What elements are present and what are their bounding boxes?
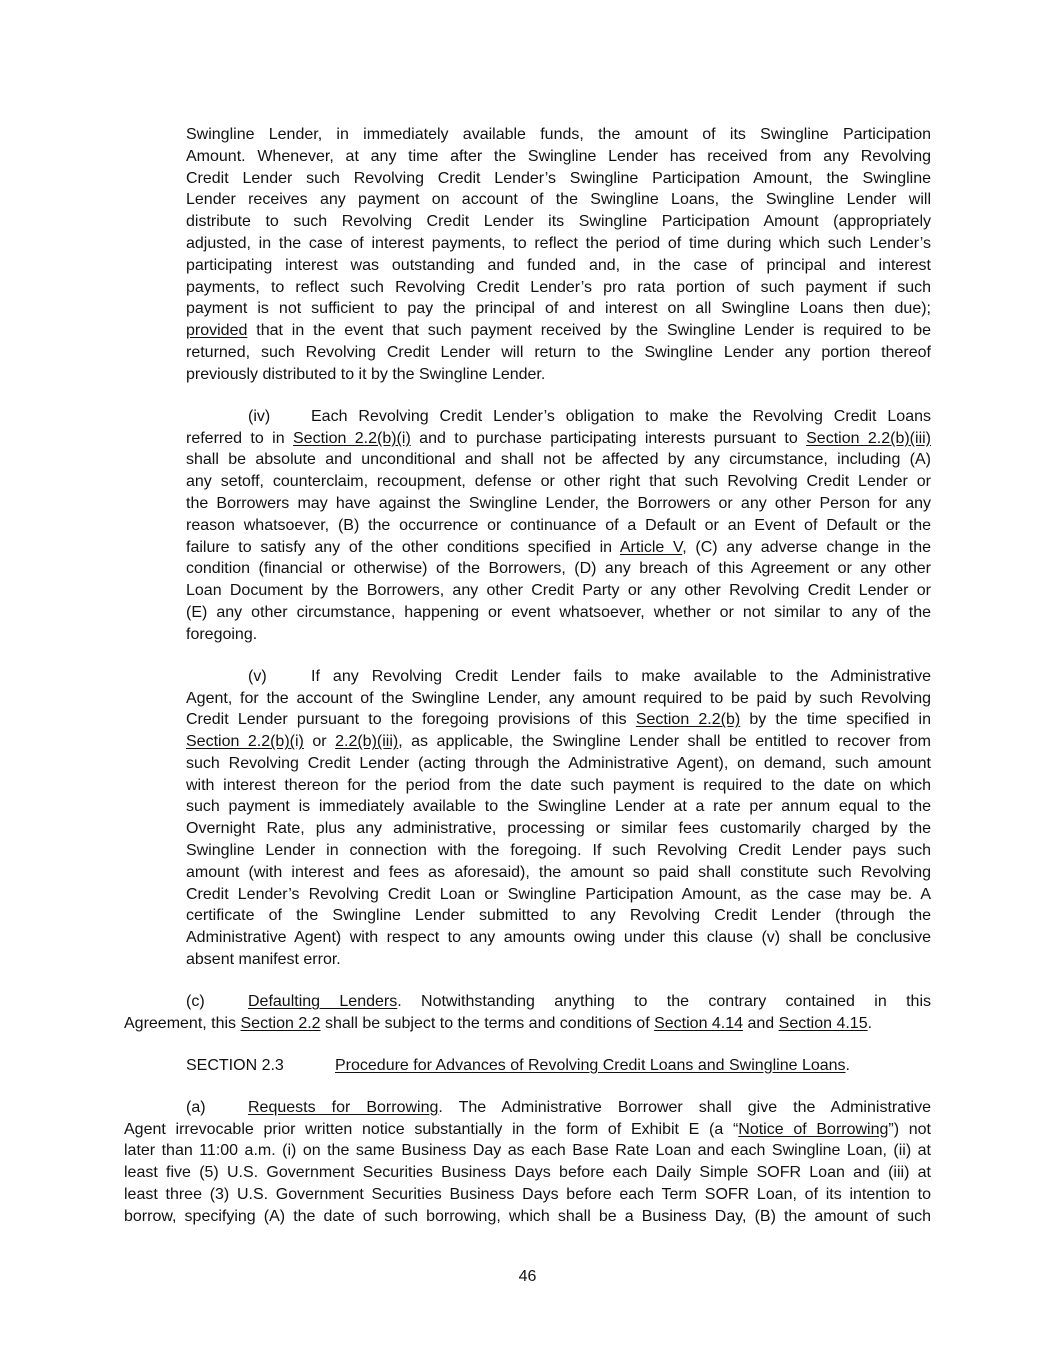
- text-line: [186, 862, 931, 884]
- text-line: [186, 471, 931, 493]
- text-segment: shall be subject to the terms and conditions of: [320, 1014, 655, 1032]
- clause-label: (c): [186, 993, 205, 1011]
- underlined-reference: Section 2.2(b)(i): [293, 429, 411, 447]
- text-line: [186, 558, 931, 580]
- text-segment: with interest thereon for the period from the date such payment is required to the date on which: [186, 776, 931, 794]
- text-line: [124, 1162, 931, 1184]
- clause-iv-paragraph: [186, 406, 931, 646]
- text-segment: participating interest was outstanding and funded and, in the case of principal and interest: [186, 256, 931, 274]
- underlined-reference: Section 2.2: [240, 1014, 321, 1032]
- text-segment: Administrative Agent) with respect to any amounts owing under this clause (v) shall be conclusive: [186, 929, 931, 947]
- text-segment: Credit Lender pursuant to the foregoing provisions of this: [186, 711, 636, 729]
- underlined-reference: Section 2.2(b)(i): [186, 733, 304, 751]
- text-segment: Lender receives any payment on account of the Swingline Loans, the Swingline Lender will: [186, 191, 931, 209]
- section-2-3-heading: [124, 1055, 931, 1077]
- text-line: [186, 709, 931, 731]
- text-line: [186, 406, 931, 428]
- text-line: [186, 840, 931, 862]
- text-line: [186, 320, 931, 342]
- text-line: [186, 342, 931, 364]
- text-segment: certificate of the Swingline Lender submitted to any Revolving Credit Lender (through the: [186, 907, 931, 925]
- text-segment: least three (3) U.S. Government Securities Business Days before each Term SOFR Loan, of its intention to: [124, 1186, 931, 1203]
- text-segment: , (C) any adverse change in the: [682, 538, 931, 556]
- text-segment: .: [867, 1014, 873, 1032]
- text-line: [186, 818, 931, 840]
- clause-label: (iv): [248, 407, 271, 425]
- text-line: [186, 580, 931, 602]
- text-segment: Each Revolving Credit Lender’s obligation to make the Revolving Credit Loans: [311, 407, 931, 425]
- text-segment: ”) not: [888, 1120, 931, 1138]
- text-segment: .: [845, 1056, 850, 1074]
- text-line: [124, 1013, 931, 1035]
- text-segment: Agent, for the account of the Swingline Lender, any amount required to be paid by such Revolving: [186, 689, 931, 707]
- underlined-reference: Section 2.2(b): [635, 711, 741, 729]
- text-segment: Swingline Lender in connection with the foregoing. If such Revolving Credit Lender pays such: [186, 842, 931, 860]
- text-segment: later than 11:00 a.m. (i) on the same Business Day as each Base Rate Loan and each Swingline Loan, (ii) at: [124, 1142, 931, 1160]
- text-line: [186, 753, 931, 775]
- clause-label: (a): [186, 1098, 206, 1116]
- text-line: [186, 731, 931, 753]
- text-line: [186, 624, 931, 646]
- text-line: [186, 602, 931, 624]
- text-segment: Agent irrevocable prior written notice substantially in the form of Exhibit E (a “: [124, 1120, 739, 1138]
- text-segment: failure to satisfy any of the other conditions specified in: [186, 538, 620, 556]
- clause-c-defaulting-lenders: [124, 991, 931, 1035]
- text-segment: condition (financial or otherwise) of the Borrowers, (D) any breach of this Agreement or any other: [186, 560, 931, 578]
- text-segment: such Revolving Credit Lender (acting through the Administrative Agent), on demand, such amount: [186, 754, 931, 772]
- text-segment: Overnight Rate, plus any administrative, processing or similar fees customarily charged by the: [186, 820, 931, 838]
- text-segment: Amount. Whenever, at any time after the Swingline Lender has received from any Revolving: [186, 147, 931, 165]
- text-line: [186, 515, 931, 537]
- underlined-reference: Article V: [619, 538, 683, 556]
- text-line: [124, 1055, 931, 1077]
- text-line: [186, 364, 931, 386]
- text-segment: foregoing.: [186, 625, 258, 643]
- underlined-reference: Procedure for Advances of Revolving Credit Loans and Swingline Loans: [335, 1056, 846, 1074]
- text-line: [186, 884, 931, 906]
- text-line: [186, 796, 931, 818]
- text-line: [124, 991, 931, 1013]
- text-segment: amount (with interest and fees as aforesaid), the amount so paid shall constitute such Revolving: [186, 863, 931, 881]
- text-segment: borrow, specifying (A) the date of such borrowing, which shall be a Business Day, (B) the amount of such: [124, 1207, 931, 1225]
- clause-label: (v): [248, 667, 267, 685]
- text-line: [124, 1206, 931, 1228]
- text-segment: shall be absolute and unconditional and shall not be affected by any circumstance, including (A): [186, 451, 931, 469]
- text-line: [186, 168, 931, 190]
- text-segment: Swingline Lender, in immediately available funds, the amount of its Swingline Participation: [186, 126, 931, 143]
- text-segment: any setoff, counterclaim, recoupment, defense or other right that such Revolving Credit Lender or: [186, 473, 931, 491]
- underlined-reference: 2.2(b)(iii): [335, 733, 399, 751]
- text-segment: (E) any other circumstance, happening or event whatsoever, whether or not similar to any of the: [186, 603, 931, 621]
- swingline-participation-paragraph: [186, 124, 931, 386]
- document-body: [0, 124, 1055, 1248]
- text-line: [186, 949, 931, 971]
- text-segment: the Borrowers may have against the Swingline Lender, the Borrowers or any other Person for any: [186, 494, 931, 512]
- underlined-reference: Section 4.15: [778, 1014, 868, 1032]
- underlined-reference: Requests for Borrowing: [248, 1098, 439, 1116]
- text-segment: reason whatsoever, (B) the occurrence or continuance of a Default or an Event of Default or the: [186, 516, 931, 534]
- text-line: [186, 211, 931, 233]
- text-line: [186, 233, 931, 255]
- text-segment: , as applicable, the Swingline Lender shall be entitled to recover from: [398, 733, 932, 751]
- text-line: [186, 905, 931, 927]
- text-line: [186, 298, 931, 320]
- text-line: [186, 927, 931, 949]
- text-segment: that in the event that such payment received by the Swingline Lender is required to be: [247, 322, 931, 340]
- text-segment: Loan Document by the Borrowers, any other Credit Party or any other Revolving Credit Lender or: [186, 582, 931, 600]
- text-line: [186, 124, 931, 146]
- text-line: [124, 1184, 931, 1206]
- text-segment: least five (5) U.S. Government Securities Business Days before each Daily Simple SOFR Loan and (iii) at: [124, 1164, 931, 1182]
- text-line: [124, 1097, 931, 1119]
- text-segment: absent manifest error.: [186, 951, 341, 969]
- text-segment: . Notwithstanding anything to the contrary contained in this: [397, 993, 932, 1011]
- text-line: [124, 1119, 931, 1141]
- underlined-reference: Notice of Borrowing: [738, 1120, 889, 1138]
- clause-a-requests-for-borrowing: [124, 1097, 931, 1228]
- text-segment: Credit Lender such Revolving Credit Lender’s Swingline Participation Amount, the Swingline: [186, 169, 931, 187]
- underlined-reference: provided: [186, 322, 248, 340]
- text-line: [186, 277, 931, 299]
- text-segment: payment is not sufficient to pay the principal of and interest on all Swingline Loans then due);: [186, 300, 931, 318]
- text-line: [186, 537, 931, 559]
- text-segment: and: [743, 1014, 779, 1032]
- text-segment: Agreement, this: [124, 1014, 241, 1032]
- text-segment: Credit Lender’s Revolving Credit Loan or Swingline Participation Amount, as the case may be. A: [186, 885, 931, 903]
- underlined-reference: Section 4.14: [654, 1014, 744, 1032]
- text-line: [186, 493, 931, 515]
- page-number: 46: [518, 1268, 537, 1285]
- text-segment: adjusted, in the case of interest payments, to reflect the period of time during which such Lender’s: [186, 234, 931, 252]
- underlined-reference: Section 2.2(b)(iii): [806, 429, 932, 447]
- text-line: [186, 146, 931, 168]
- text-segment: referred to in: [186, 429, 293, 447]
- clause-v-paragraph: [186, 666, 931, 971]
- text-line: [186, 775, 931, 797]
- text-line: [186, 449, 931, 471]
- text-line: [186, 666, 931, 688]
- text-segment: distribute to such Revolving Credit Lender its Swingline Participation Amount (appropriately: [186, 213, 931, 231]
- text-segment: returned, such Revolving Credit Lender will return to the Swingline Lender any portion thereof: [186, 343, 931, 361]
- text-line: [124, 1140, 931, 1162]
- text-line: [186, 255, 931, 277]
- text-segment: such payment is immediately available to the Swingline Lender at a rate per annum equal to the: [186, 798, 931, 816]
- text-segment: . The Administrative Borrower shall give the Administrative: [438, 1098, 932, 1116]
- text-segment: previously distributed to it by the Swingline Lender.: [186, 365, 546, 383]
- text-segment: If any Revolving Credit Lender fails to make available to the Administrative: [311, 667, 931, 685]
- text-line: [186, 428, 931, 450]
- text-segment: by the time specified in: [740, 711, 932, 729]
- underlined-reference: Defaulting Lenders: [248, 993, 398, 1011]
- text-line: [186, 688, 931, 710]
- clause-label: SECTION 2.3: [186, 1056, 284, 1074]
- text-segment: and to purchase participating interests pursuant to: [410, 429, 807, 447]
- text-segment: or: [303, 733, 336, 751]
- text-segment: payments, to reflect such Revolving Credit Lender’s pro rata portion of such payment if such: [186, 278, 931, 296]
- text-line: [186, 189, 931, 211]
